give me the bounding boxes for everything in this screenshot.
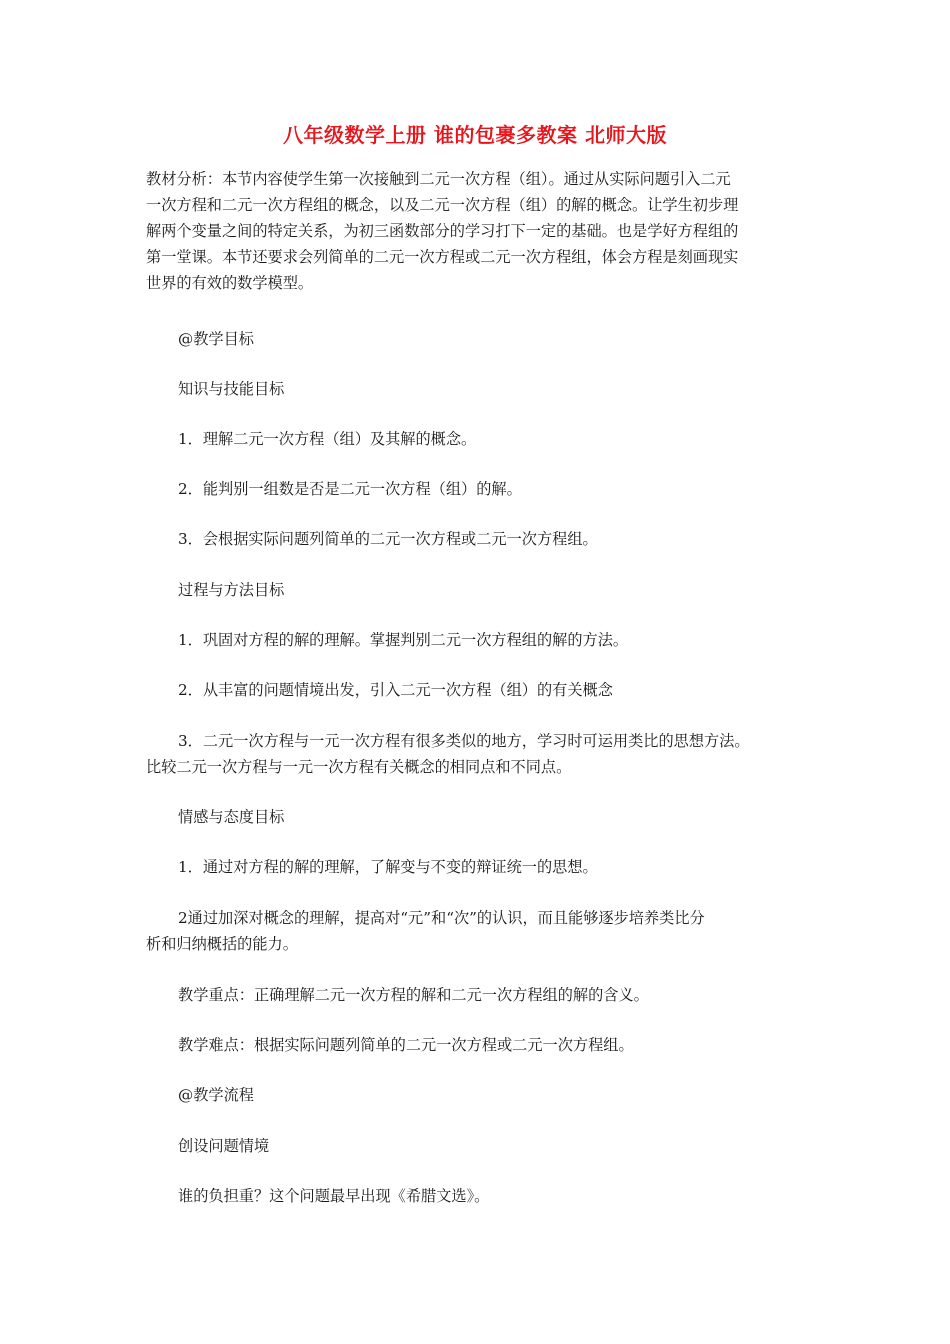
- analysis-line: 世界的有效的数学模型。: [146, 274, 314, 292]
- process-item-3: [146, 728, 814, 780]
- process-item-3-line: 3．二元一次方程与一元一次方程有很多类似的地方，学习时可运用类比的思想方法。: [178, 732, 750, 750]
- analysis-line: 教材分析：本节内容使学生第一次接触到二元一次方程（组）。通过从实际问题引入二元: [146, 170, 731, 188]
- process-goals-heading: 过程与方法目标: [178, 581, 285, 599]
- teaching-key-point: 教学重点：正确理解二元一次方程的解和二元一次方程组的解的含义。: [178, 986, 649, 1004]
- scenario-heading: 创设问题情境: [178, 1137, 270, 1155]
- process-item-2: 2．从丰富的问题情境出发，引入二元一次方程（组）的有关概念: [178, 681, 613, 699]
- scenario-question: 谁的负担重？这个问题最早出现《希腊文选》。: [178, 1187, 490, 1205]
- emotion-item-2-line: 2通过加深对概念的理解，提高对“元”和“次”的认识，而且能够逐步培养类比分: [178, 909, 705, 927]
- emotion-item-2-line: 析和归纳概括的能力。: [146, 935, 298, 953]
- knowledge-item-1: 1．理解二元一次方程（组）及其解的概念。: [178, 430, 477, 448]
- analysis-line: 第一堂课。本节还要求会列简单的二元一次方程或二元一次方程组，体会方程是刻画现实: [146, 248, 739, 266]
- knowledge-item-3: 3．会根据实际问题列简单的二元一次方程或二元一次方程组。: [178, 530, 598, 548]
- teaching-goals-heading: @教学目标: [178, 330, 254, 348]
- document-title: 八年级数学上册 谁的包裹多教案 北师大版: [283, 123, 667, 147]
- teaching-flow-heading: @教学流程: [178, 1086, 254, 1104]
- teaching-difficulty: 教学难点：根据实际问题列简单的二元一次方程或二元一次方程组。: [178, 1036, 634, 1054]
- emotion-item-2: [146, 905, 814, 957]
- knowledge-item-2: 2．能判别一组数是否是二元一次方程（组）的解。: [178, 480, 522, 498]
- analysis-line: 解两个变量之间的特定关系，为初三函数部分的学习打下一定的基础。也是学好方程组的: [146, 222, 739, 240]
- process-item-3-line: 比较二元一次方程与一元一次方程有关概念的相同点和不同点。: [146, 758, 572, 776]
- textbook-analysis-paragraph: [146, 166, 814, 296]
- emotion-goals-heading: 情感与态度目标: [178, 808, 285, 826]
- analysis-line: 一次方程和二元一次方程组的概念，以及二元一次方程（组）的解的概念。让学生初步理: [146, 196, 739, 214]
- knowledge-goals-heading: 知识与技能目标: [178, 380, 285, 398]
- emotion-item-1: 1．通过对方程的解的理解，了解变与不变的辩证统一的思想。: [178, 858, 598, 876]
- process-item-1: 1．巩固对方程的解的理解。掌握判别二元一次方程组的解的方法。: [178, 631, 629, 649]
